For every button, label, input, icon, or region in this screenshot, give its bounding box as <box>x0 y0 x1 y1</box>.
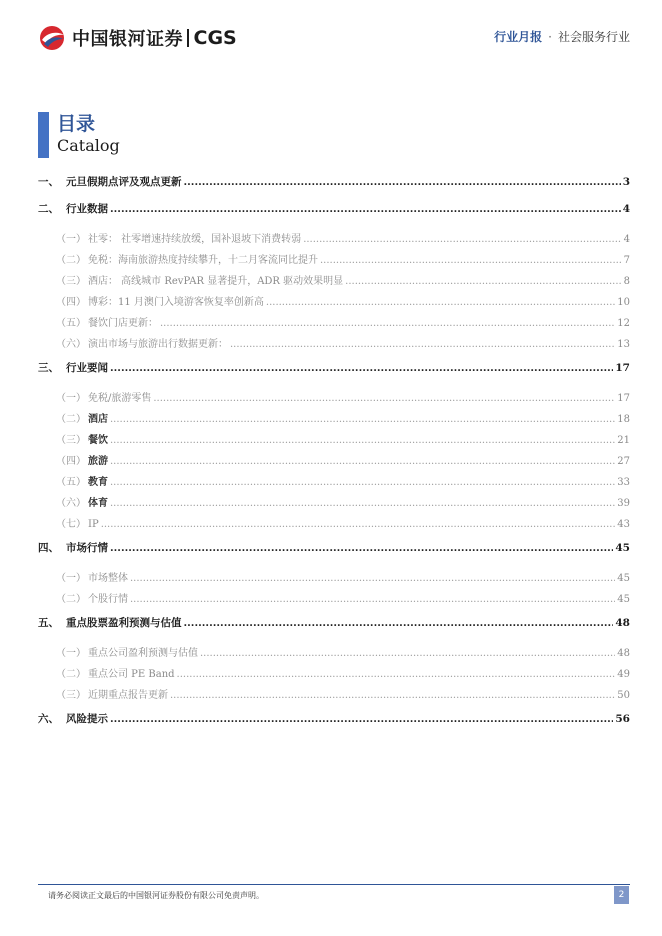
subsection-page: 45 <box>617 573 630 584</box>
subsection-number: （四） <box>56 456 86 467</box>
toc-section-1[interactable] <box>38 172 630 199</box>
report-category <box>494 28 630 45</box>
subsection-page: 48 <box>617 648 630 659</box>
section-page: 48 <box>615 617 630 629</box>
subsection-number: （七） <box>56 519 86 530</box>
toc-section-3[interactable] <box>38 358 630 385</box>
subsection-page: 33 <box>617 477 630 488</box>
toc-subsection[interactable] <box>38 295 630 316</box>
title-accent-bar <box>38 112 49 158</box>
section-page: 4 <box>622 203 630 215</box>
toc-subsection[interactable] <box>38 412 630 433</box>
toc-title-cn: 目录 <box>57 113 96 135</box>
subsection-page: 13 <box>617 339 630 350</box>
toc-section-6[interactable] <box>38 709 630 736</box>
subsection-number: （三） <box>56 435 86 446</box>
subsection-page: 17 <box>617 393 630 404</box>
section-title: 行业要闻 <box>66 362 108 374</box>
company-logo <box>38 24 237 52</box>
subsection-page: 43 <box>617 519 630 530</box>
toc-subsection[interactable] <box>38 274 630 295</box>
toc-subsection[interactable] <box>38 517 630 538</box>
dot-leader <box>130 592 615 608</box>
section-number: 三、 <box>38 362 59 374</box>
subsection-title: 旅游 <box>88 456 108 467</box>
logo-english-name: CGS <box>193 27 237 49</box>
subsection-page: 45 <box>617 594 630 605</box>
galaxy-logo-icon <box>38 24 66 52</box>
subsection-title: 社零： 社零增速持续放缓，国补退坡下消费转弱 <box>88 234 302 245</box>
subsection-title: 市场整体 <box>88 573 128 584</box>
subsection-page: 8 <box>623 276 630 287</box>
subsection-title: 免税/旅游零售 <box>88 393 152 404</box>
dot-leader <box>110 538 613 558</box>
subsection-title: 酒店： 高线城市 RevPAR 显著提升，ADR 驱动效果明显 <box>88 276 344 287</box>
toc-subsection[interactable] <box>38 475 630 496</box>
section-number: 六、 <box>38 713 59 725</box>
subsection-number: （六） <box>56 339 86 350</box>
dot-leader <box>110 454 615 470</box>
dot-leader <box>110 433 615 449</box>
toc-section-4[interactable] <box>38 538 630 565</box>
dot-leader <box>101 517 616 533</box>
dot-leader <box>266 295 615 311</box>
subsection-title: 餐饮 <box>88 435 108 446</box>
toc-subsection[interactable] <box>38 571 630 592</box>
toc-subsection[interactable] <box>38 592 630 613</box>
dot-leader <box>110 475 615 491</box>
subsection-page: 4 <box>623 234 630 245</box>
dot-leader <box>184 613 614 633</box>
logo-divider <box>187 29 189 47</box>
toc-subsection[interactable] <box>38 646 630 667</box>
subsection-page: 50 <box>617 690 630 701</box>
subsection-title: 餐饮门店更新： <box>88 318 158 329</box>
dot-leader <box>303 232 621 248</box>
dot-leader <box>345 274 621 290</box>
subsection-page: 39 <box>617 498 630 509</box>
footer-divider <box>38 884 630 885</box>
section-title: 重点股票盈利预测与估值 <box>66 617 182 629</box>
subsection-page: 12 <box>617 318 630 329</box>
toc-subsection[interactable] <box>38 316 630 337</box>
dot-leader <box>320 253 622 269</box>
dot-leader <box>110 496 615 512</box>
subsection-number: （二） <box>56 594 86 605</box>
subsection-title: 免税：海南旅游热度持续攀升，十二月客流同比提升 <box>88 255 318 266</box>
toc-section-5[interactable] <box>38 613 630 640</box>
dot-leader <box>230 337 615 353</box>
subsection-title: 体育 <box>88 498 108 509</box>
subsection-page: 21 <box>617 435 630 446</box>
dot-leader <box>160 316 615 332</box>
subsection-number: （五） <box>56 318 86 329</box>
section-page: 17 <box>615 362 630 374</box>
section-page: 3 <box>622 176 630 188</box>
toc-subsection[interactable] <box>38 496 630 517</box>
industry-name: 社会服务行业 <box>557 30 630 44</box>
dot-leader <box>170 688 615 704</box>
section-number: 二、 <box>38 203 59 215</box>
toc-subsection[interactable] <box>38 337 630 358</box>
category-separator: · <box>548 30 552 44</box>
toc-subsection[interactable] <box>38 667 630 688</box>
dot-leader <box>110 358 613 378</box>
section-number: 四、 <box>38 542 59 554</box>
section-number: 一、 <box>38 176 59 188</box>
subsection-number: （一） <box>56 648 86 659</box>
subsection-number: （二） <box>56 255 86 266</box>
toc-subsection[interactable] <box>38 454 630 475</box>
dot-leader <box>200 646 615 662</box>
subsection-number: （一） <box>56 234 86 245</box>
subsection-title: 个股行情 <box>88 594 128 605</box>
subsection-number: （五） <box>56 477 86 488</box>
subsection-number: （六） <box>56 498 86 509</box>
table-of-contents <box>38 172 630 736</box>
dot-leader <box>110 412 615 428</box>
section-number: 五、 <box>38 617 59 629</box>
subsection-title: 博彩：11 月澳门入境游客恢复率创新高 <box>88 297 264 308</box>
subsection-page: 7 <box>623 255 630 266</box>
subsection-title: IP <box>88 519 99 530</box>
toc-subsection[interactable] <box>38 232 630 253</box>
section-title: 市场行情 <box>66 542 108 554</box>
subsection-title: 重点公司 PE Band <box>88 669 175 680</box>
subsection-page: 18 <box>617 414 630 425</box>
page-number: 2 <box>614 886 629 904</box>
dot-leader <box>153 391 615 407</box>
dot-leader <box>184 172 621 192</box>
section-title: 元旦假期点评及观点更新 <box>66 176 182 188</box>
section-title: 风险提示 <box>66 713 108 725</box>
subsection-number: （三） <box>56 690 86 701</box>
toc-subsection[interactable] <box>38 253 630 274</box>
subsection-page: 10 <box>617 297 630 308</box>
subsection-page: 49 <box>617 669 630 680</box>
section-page: 45 <box>615 542 630 554</box>
dot-leader <box>177 667 616 683</box>
subsection-number: （一） <box>56 393 86 404</box>
subsection-title: 重点公司盈利预测与估值 <box>88 648 198 659</box>
subsection-number: （二） <box>56 669 86 680</box>
toc-section-2[interactable] <box>38 199 630 226</box>
toc-subsection[interactable] <box>38 433 630 454</box>
section-page: 56 <box>615 713 630 725</box>
subsection-number: （三） <box>56 276 86 287</box>
subsection-title: 演出市场与旅游出行数据更新： <box>88 339 228 350</box>
toc-subsection[interactable] <box>38 391 630 412</box>
dot-leader <box>110 199 621 219</box>
dot-leader <box>130 571 615 587</box>
subsection-title: 近期重点报告更新 <box>88 690 168 701</box>
subsection-title: 酒店 <box>88 414 108 425</box>
subsection-title: 教育 <box>88 477 108 488</box>
subsection-number: （四） <box>56 297 86 308</box>
logo-chinese-name: 中国银河证券 <box>72 29 183 50</box>
subsection-number: （二） <box>56 414 86 425</box>
dot-leader <box>110 709 613 729</box>
toc-subsection[interactable] <box>38 688 630 709</box>
page-header <box>0 0 662 80</box>
section-title: 行业数据 <box>66 203 108 215</box>
subsection-number: （一） <box>56 573 86 584</box>
report-type: 行业月报 <box>494 30 543 44</box>
toc-title-en: Catalog <box>57 136 120 155</box>
subsection-page: 27 <box>617 456 630 467</box>
footer-disclaimer: 请务必阅读正文最后的中国银河证券股份有限公司免责声明。 <box>48 891 264 900</box>
